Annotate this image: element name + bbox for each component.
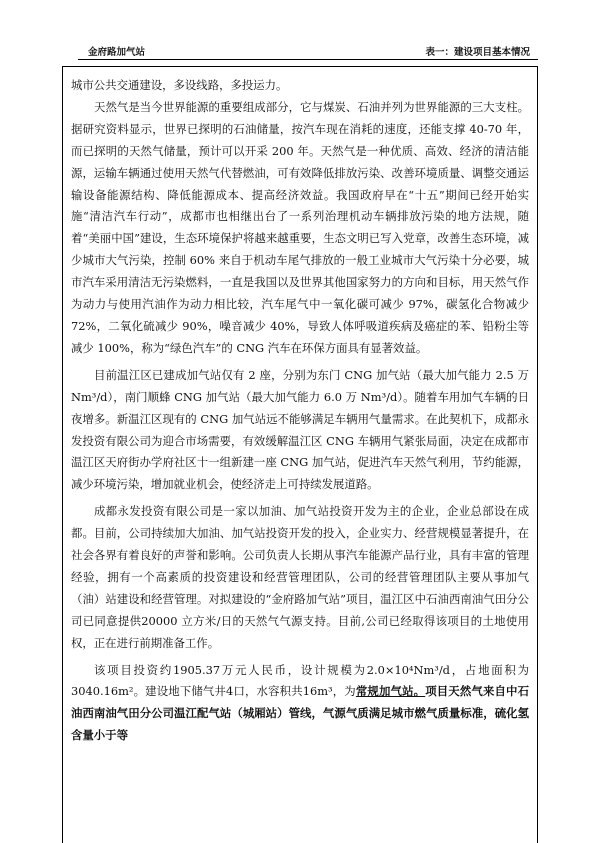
paragraph-existing-stations: 目前温江区已建成加气站仅有 2 座，分别为东门 CNG 加气站（最大加气能力 2.5 万 Nm³/d），南门顺蜂 CNG 加气站（最大加气能力 6.0 万 Nm³/d）。随着车用加气车辆的日夜增多。新温江区现有的 CNG 加气站远不能够满足车辆用气量需求。在此契机下，成都永发投资有限公司为迎合市场需要，有效缓解温江区 CNG 车辆用气紧张局面，决定在成都市温江区天府街办学府社区十一组新建一座 CNG 加气站，促进汽车天然气利用，节约能源，减少环境污染，增加就业机会，使经济走上可持续发展道路。: [71, 367, 529, 492]
paragraph-natural-gas: 天然气是当今世界能源的重要组成部分，它与煤炭、石油并列为世界能源的三大支柱。据研究资料显示，世界已探明的石油储量，按汽车现在消耗的速度，还能支撑 40-70 年，而已探明的天然气储量，预计可以开采 200 年。天然气是一种优质、高效、经济的清洁能源，运输车辆通过使用天然气代替燃油，可有效降低排放污染、改善环境质量、调整交通运输设备能源结构、降低能源成本、提高经济效益。我国政府早在“十五”期间已经开始实施“清洁汽车行动”，成都市也相继出台了一系列治理机动车辆排放污染的地方法规，随着“美丽中国”建设，生态环境保护将越来越重要，生态文明已写入党章，改善生态环境，减少城市大气污染，控制 60% 来自于机动车尾气排放的一般工业城市大气污染十分必要，城市汽车采用清洁无污染燃料，一直是我国以及世界其他国家努力的方向和目标，用天然气作为动力与使用汽油作为动力相比较，汽车尾气中一氧化碳可减少 97%，碳氢化合物减少 72%，二氧化硫减少 90%，噪音减少 40%，导致人体呼吸道疾病及癌症的苯、铅粉尘等减少 100%，称为“绿色汽车”的 CNG 汽车在环保方面具有显著效益。: [71, 99, 529, 355]
content-frame: [62, 66, 538, 843]
header-rule: [78, 59, 538, 60]
gas-source-text: 项目天然气来自中石油西南油气田分公司温江配气站（城厢站）管线，气源气质满足城市燃气质量标准，硫化氢含量小于等: [71, 684, 529, 743]
paragraph-continuation: 城市公共交通建设，多设线路，多投运力。: [71, 78, 288, 92]
investment-text: 该项目投资约1905.37万元人民币，设计规模为2.0×10⁴Nm³/d，占地面积为3040.16m²。建设地下储气井4口，水容积共16m³，为: [71, 662, 529, 699]
header-project-name: 金府路加气站: [88, 47, 146, 58]
paragraph-investment: [71, 660, 529, 748]
body-text: [71, 75, 529, 747]
paragraph-company: 成都永发投资有限公司是一家以加油、加气站投资开发为主的企业，企业总部设在成都。目前，公司持续加大加油、加气站投资开发的投入，企业实力、经营规模显著提升，在社会各界有着良好的声誉和影响。公司负责人长期从事汽车能源产品行业，具有丰富的管理经验，拥有一个高素质的投资建设和经营管理团队，公司的经营管理团队主要从事加气（油）站建设和经营管理。对拟建设的“金府路加气站”项目，温江区中石油西南油气田分公司已同意提供20000 立方米/日的天然气气源支持。目前,公司已经取得该项目的土地使用权，正在进行前期准备工作。: [71, 504, 529, 650]
page-header: [80, 44, 536, 60]
header-section-title: 表一：建设项目基本情况: [425, 47, 530, 58]
station-type-highlight: 常规加气站。: [355, 684, 426, 699]
